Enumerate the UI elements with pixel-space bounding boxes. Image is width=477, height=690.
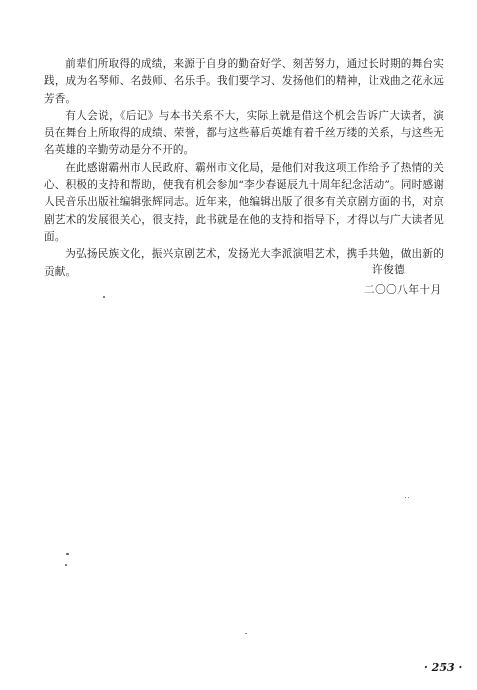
paragraph-4: 为弘扬民族文化，振兴京剧艺术，发扬光大李派演唱艺术，携手共勉，做出新的贡献。 xyxy=(44,248,444,278)
author-name: 许俊德 xyxy=(372,264,406,276)
scan-speck xyxy=(65,564,67,566)
signature-block xyxy=(0,262,477,322)
scan-speck xyxy=(66,553,69,555)
page-number: · 253 · xyxy=(424,661,463,674)
paragraph-3: 在此感谢霸州市人民政府、霸州市文化局，是他们对我这项工作给予了热情的关心、积极的支持和帮助，使我有机会参加“李少春诞辰九十周年纪念活动”。同时感谢人民音乐出版社编辑张辉同志。近年来，他编辑出版了很多有关京剧方面的书，对京剧艺术的发展很关心，很支持，此书就是在他的支持和指导下，才得以与广大读者见面。 xyxy=(44,161,444,243)
paragraph-2: 有人会说，《后记》与本书关系不大，实际上就是借这个机会告诉广大读者，演员在舞台上所取得的成绩、荣誉，都与这些幕后英雄有着千丝万缕的关系，与这些无名英雄的辛勤劳动是分不开的。 xyxy=(44,109,444,157)
paragraph-1: 前辈们所取得的成绩，来源于自身的勤奋好学、刻苦努力，通过长时期的舞台实践，成为名琴师、名鼓师、名乐手。我们要学习、发扬他们的精神，让戏曲之花永远芳香。 xyxy=(44,58,444,105)
scan-speck xyxy=(103,296,105,298)
scan-speck xyxy=(408,497,409,498)
signature-date: 二〇〇八年十月 xyxy=(364,284,442,296)
scan-speck xyxy=(405,497,406,498)
scan-speck xyxy=(245,633,247,634)
afterword-body xyxy=(44,56,444,281)
